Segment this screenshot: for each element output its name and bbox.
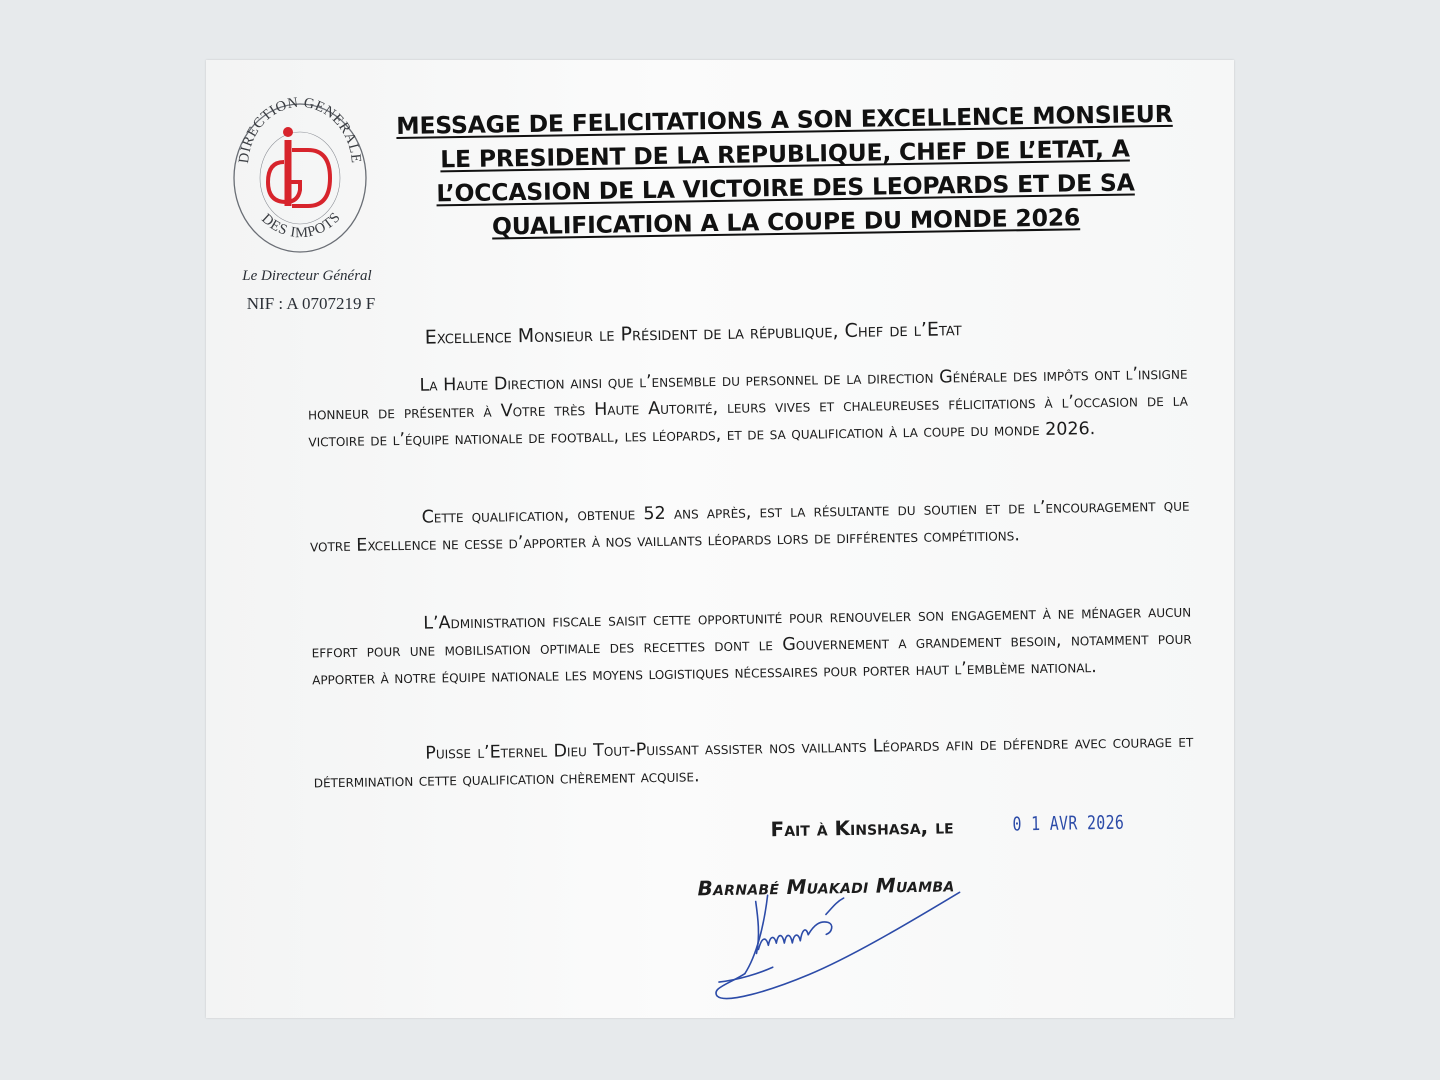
nif-number: NIF : A 0707219 F	[246, 294, 376, 313]
seal-top-text: DIRECTION GENERALE	[235, 94, 365, 165]
place-line: Fait à Kinshasa, le	[770, 814, 954, 842]
paragraph-2: Cette qualification, obtenue 52 ans après, est la résultante du soutien et de l’encouragement que votre Excellence ne cesse d’apporter à nos vaillants léopards lors de différentes compétitions.	[309, 495, 1190, 557]
director-label: Le Directeur Général	[242, 268, 372, 284]
paragraph-3: L’Administration fiscale saisit cette opportunité pour renouveler son engagement à ne ménager aucun effort pour une mobilisation optimale des recettes dont le Gouvernement a grandement besoin, notamment pour apporter à notre équipe nationale les moyens logistiques nécessaires pour porter haut l’emblème national.	[311, 601, 1192, 690]
paragraph-1: La Haute Direction ainsi que l’ensemble du personnel de la direction Générale des impôts ont l’insigne honneur de présenter à Votre très Haute Autorité, leurs vives et chaleureuses félicitations à l’occasion de la victoire de l’équipe nationale de football, les léopards, et de sa qualification à la coupe du monde 2026.	[307, 363, 1189, 452]
letter-title: MESSAGE DE FELICITATIONS A SON EXCELLENCE MONSIEUR LE PRESIDENT DE LA REPUBLIQUE, CHEF DE L’ETAT, A L’OCCASION DE LA VICTOIRE DES LEOPARDS ET DE SA QUALIFICATION A LA COUPE DU MONDE 2026	[396, 99, 1173, 241]
paragraph-4: Puisse l’Eternel Dieu Tout-Puissant assister nos vaillants Léopards afin de défendre avec courage et détermination cette qualification chèrement acquise.	[313, 731, 1194, 793]
letter-body	[206, 60, 1234, 1018]
date-stamp: 0 1 AVR 2026	[1012, 811, 1125, 836]
signer-name: Barnabé Muakadi Muamba	[697, 872, 955, 901]
letter-page	[206, 60, 1234, 1018]
salutation: Excellence Monsieur le Président de la république, Chef de l’Etat	[424, 318, 962, 349]
seal-bottom-text: DES IMPOTS	[258, 209, 344, 242]
